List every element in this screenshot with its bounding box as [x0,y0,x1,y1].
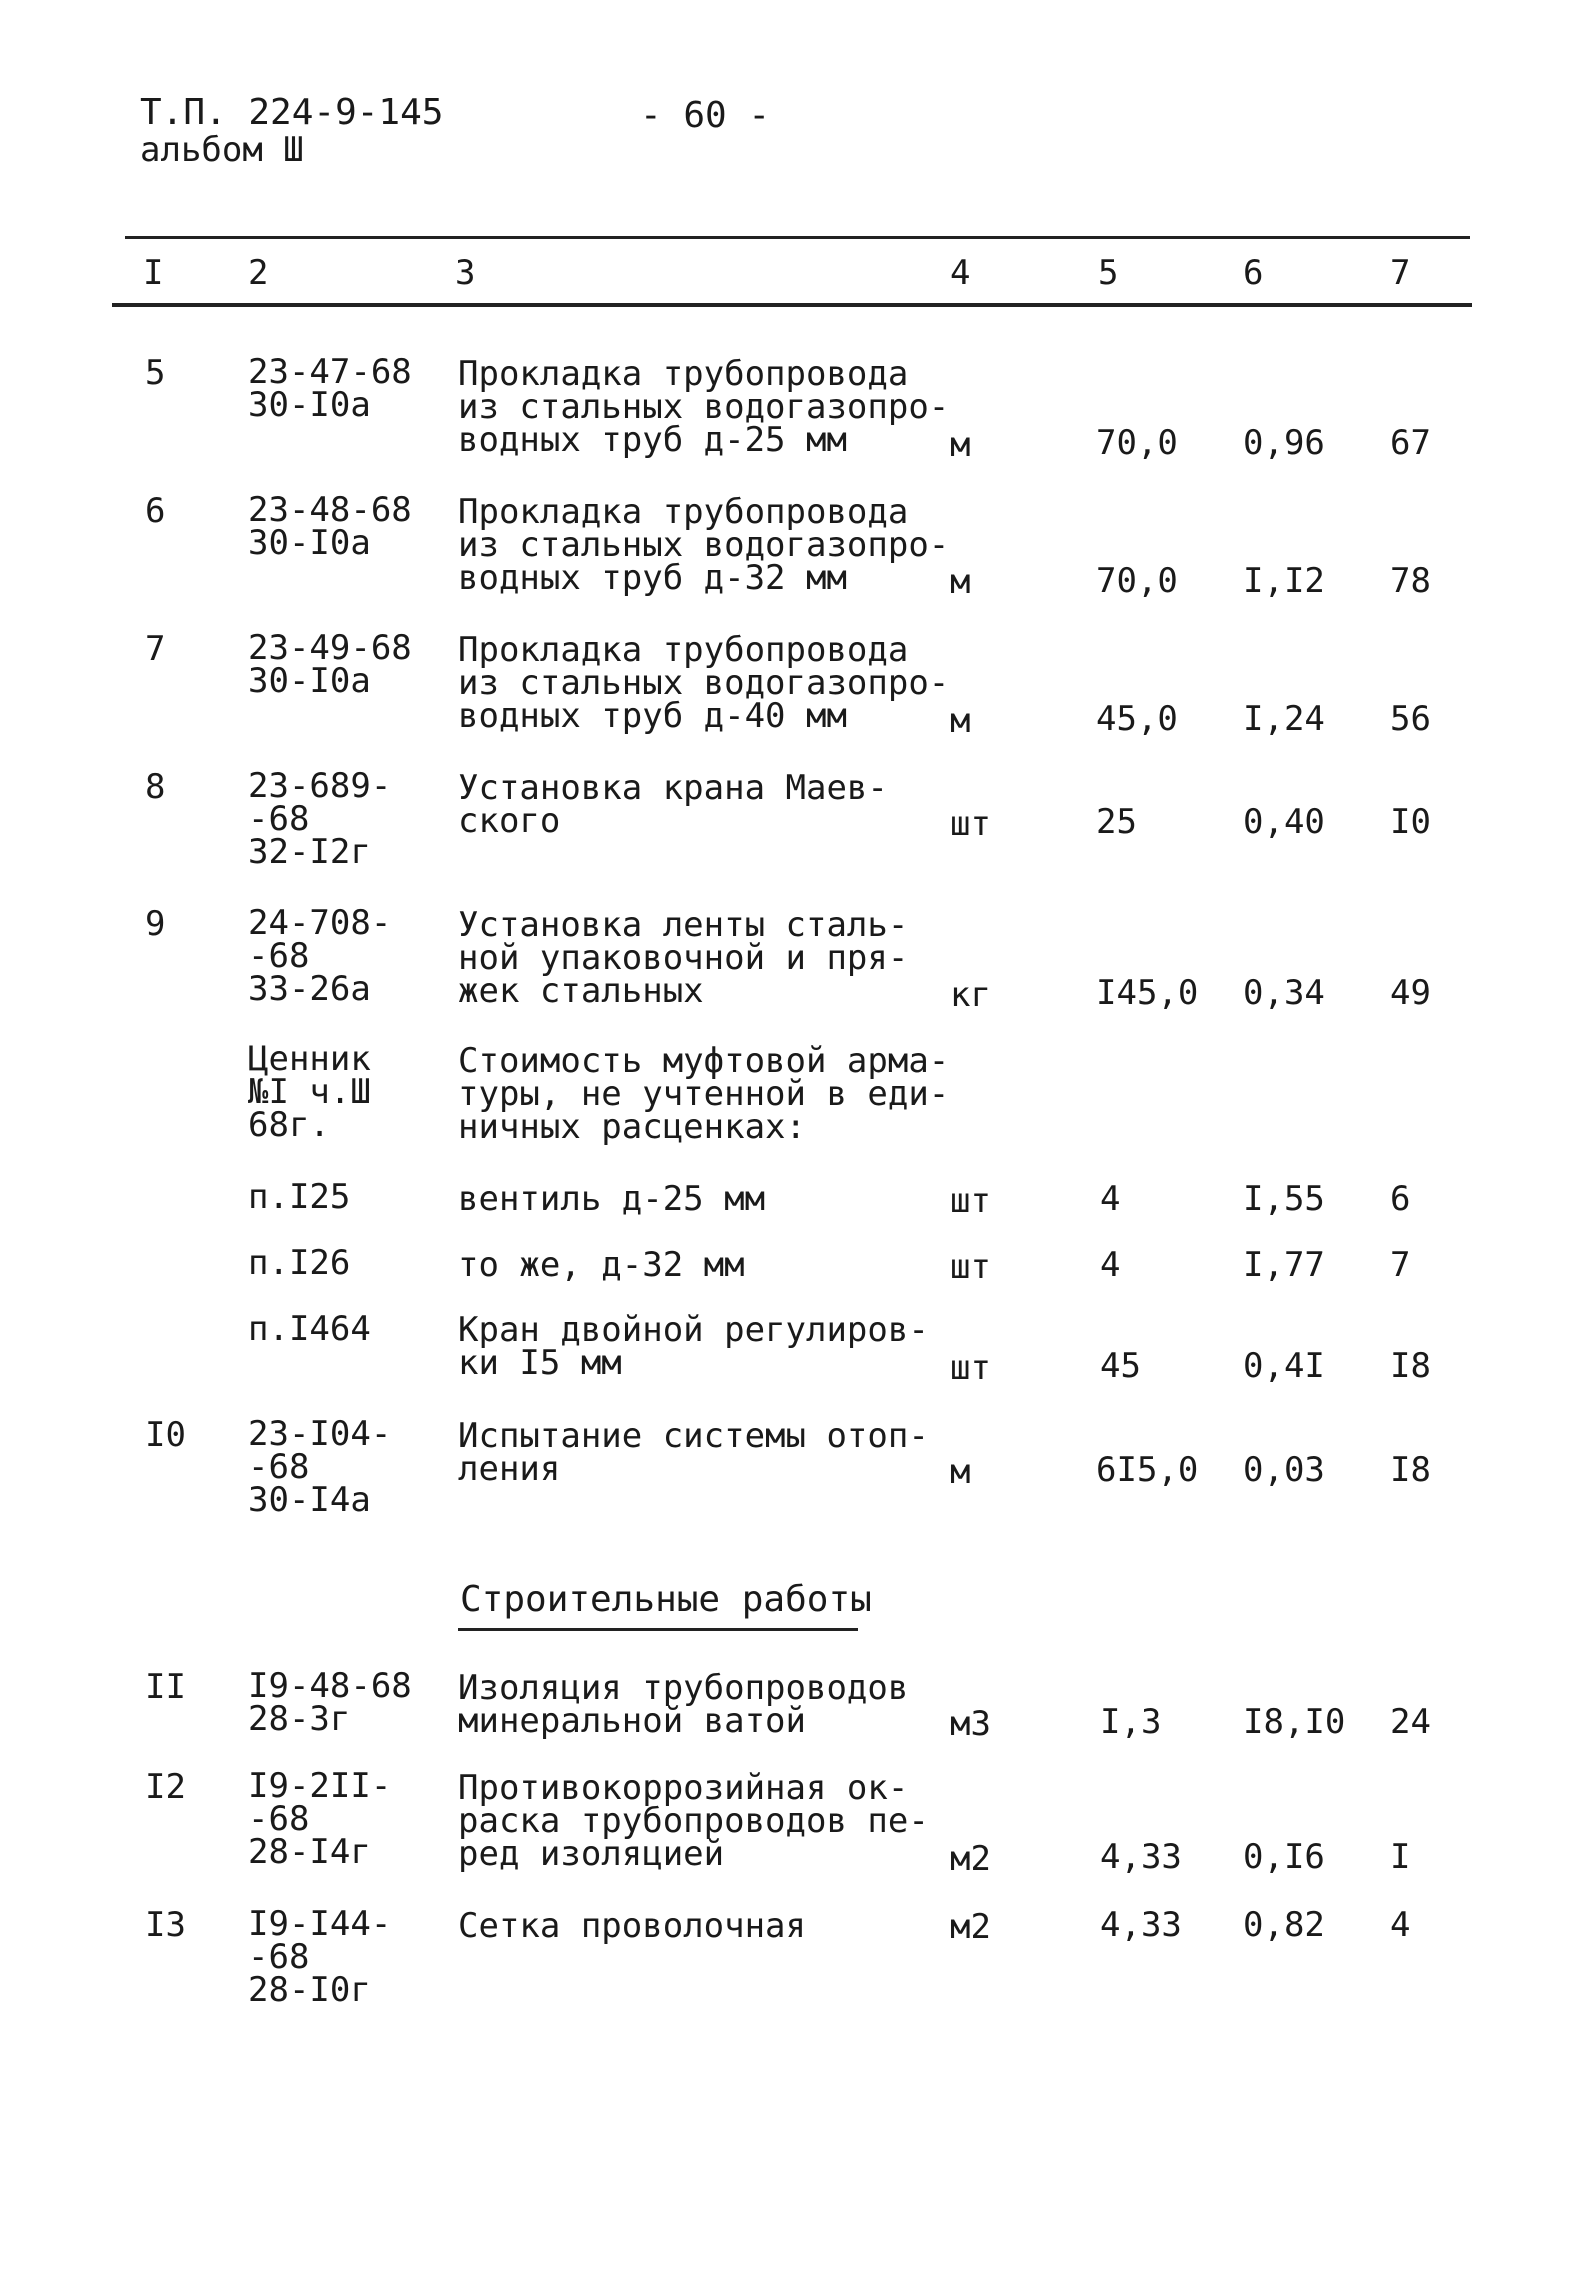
row-code: I9-48-68 28-3г [248,1666,412,1739]
column-header-2: 2 [248,253,269,293]
row-total: 24 [1390,1702,1431,1742]
row-price: I,I2 [1243,561,1325,601]
row-unit: шт [950,1348,991,1388]
row-description: Прокладка трубопровода из стальных водогазопро- водных труб д-32 мм [458,492,950,598]
table-top-rule [125,236,1470,239]
row-price: 0,96 [1243,423,1325,463]
row-number: II [145,1667,186,1707]
row-unit: м [950,701,971,741]
row-total: 4 [1390,1905,1411,1945]
row-description: то же, д-32 мм [458,1245,745,1285]
row-price: 0,03 [1243,1450,1325,1490]
row-unit: шт [950,1181,991,1221]
row-unit: шт [950,1247,991,1287]
row-description: Противокоррозийная ок- раска трубопроводов пе- ред изоляцией [458,1768,929,1874]
row-description: Испытание системы отоп- ления [458,1416,929,1489]
row-description: Кран двойной регулиров- ки I5 мм [458,1310,929,1383]
row-code: Ценник №I ч.Ш 68г. [248,1039,371,1145]
row-unit: м3 [950,1704,991,1744]
row-quantity: 4,33 [1100,1905,1182,1945]
row-code: 24-708- -68 33-26a [248,903,392,1009]
row-number: 5 [145,353,166,393]
column-header-4: 4 [950,253,971,293]
row-code: п.I25 [248,1177,351,1217]
row-quantity: 45,0 [1096,699,1178,739]
row-price: I,55 [1243,1179,1325,1219]
row-code: I9-2II- -68 28-I4г [248,1766,392,1872]
row-code: 23-I04- -68 30-I4a [248,1414,392,1520]
row-description: Сетка проволочная [458,1906,806,1946]
column-header-6: 6 [1243,253,1264,293]
table-header-rule [112,303,1472,307]
row-price: 0,40 [1243,802,1325,842]
row-code: I9-I44- -68 28-I0г [248,1904,392,2010]
page-number: - 60 - [640,95,771,136]
row-unit: м2 [950,1907,991,1947]
row-total: I8 [1390,1346,1431,1386]
row-number: 7 [145,629,166,669]
row-price: 0,34 [1243,973,1325,1013]
row-total: 67 [1390,423,1431,463]
row-code: 23-47-68 30-I0a [248,352,412,425]
row-price: 0,82 [1243,1905,1325,1945]
album-label: альбом Ш [140,130,304,170]
column-header-7: 7 [1390,253,1411,293]
row-total: I0 [1390,802,1431,842]
row-code: 23-49-68 30-I0a [248,628,412,701]
row-quantity: I45,0 [1096,973,1199,1013]
section-title: Строительные работы [460,1579,872,1620]
column-header-1: I [143,253,164,293]
column-header-5: 5 [1098,253,1119,293]
row-quantity: 6I5,0 [1096,1450,1199,1490]
row-code: п.I26 [248,1243,351,1283]
document-code: Т.П. 224-9-145 [140,92,444,133]
row-quantity: 4 [1100,1179,1121,1219]
row-total: 56 [1390,699,1431,739]
row-price: I,24 [1243,699,1325,739]
row-number: 8 [145,767,166,807]
row-code: п.I464 [248,1309,371,1349]
row-price: I8,I0 [1243,1702,1346,1742]
row-quantity: 70,0 [1096,423,1178,463]
row-quantity: 45 [1100,1346,1141,1386]
row-number: I2 [145,1767,186,1807]
row-number: I3 [145,1905,186,1945]
row-number: 6 [145,491,166,531]
row-price: 0,I6 [1243,1837,1325,1877]
row-unit: м [950,425,971,465]
row-description: Стоимость муфтовой арма- туры, не учтенной в еди- ничных расценках: [458,1041,950,1147]
row-code: 23-48-68 30-I0a [248,490,412,563]
row-total: 6 [1390,1179,1411,1219]
row-number: I0 [145,1415,186,1455]
row-total: I [1390,1837,1411,1877]
row-description: Установка ленты сталь- ной упаковочной и пря- жек стальных [458,905,909,1011]
row-description: Прокладка трубопровода из стальных водогазопро- водных труб д-40 мм [458,630,950,736]
section-title-underline [458,1628,858,1631]
row-quantity: I,3 [1100,1702,1162,1742]
row-description: Прокладка трубопровода из стальных водогазопро- водных труб д-25 мм [458,354,950,460]
row-unit: м [950,562,971,602]
row-total: 78 [1390,561,1431,601]
row-description: Изоляция трубопроводов минеральной ватой [458,1668,909,1741]
row-quantity: 25 [1096,802,1137,842]
row-price: 0,4I [1243,1346,1325,1386]
row-unit: кг [950,975,991,1015]
column-header-3: 3 [455,253,476,293]
row-quantity: 4 [1100,1245,1121,1285]
row-number: 9 [145,904,166,944]
row-unit: м2 [950,1839,991,1879]
row-quantity: 70,0 [1096,561,1178,601]
row-code: 23-689- -68 32-I2г [248,766,392,872]
row-total: I8 [1390,1450,1431,1490]
row-unit: м [950,1452,971,1492]
row-total: 7 [1390,1245,1411,1285]
row-total: 49 [1390,973,1431,1013]
row-quantity: 4,33 [1100,1837,1182,1877]
row-description: Установка крана Маев- ского [458,768,888,841]
row-unit: шт [950,804,991,844]
row-description: вентиль д-25 мм [458,1179,766,1219]
row-price: I,77 [1243,1245,1325,1285]
